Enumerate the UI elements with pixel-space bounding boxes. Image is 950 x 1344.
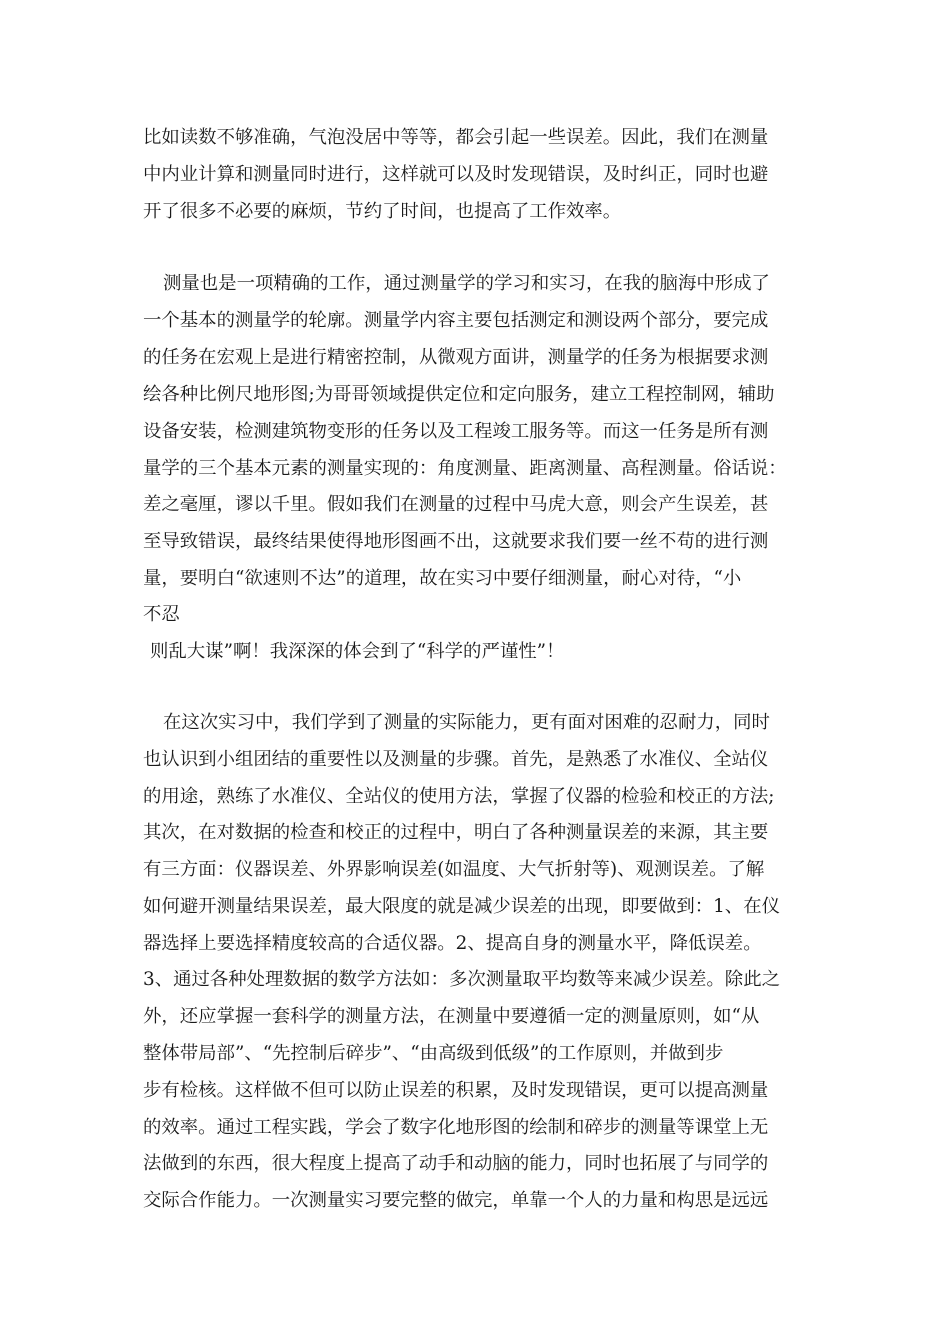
text-line: 在这次实习中，我们学到了测量的实际能力，更有面对困难的忍耐力，同时: [163, 712, 770, 733]
text-line: 也认识到小组团结的重要性以及测量的步骤。首先，是熟悉了水准仪、全站仪: [143, 749, 769, 770]
text-line: 则乱大谋”啊！我深深的体会到了“科学的严谨性”！: [150, 641, 565, 662]
text-line: 如何避开测量结果误差，最大限度的就是减少误差的出现，即要做到：1、在仪: [143, 896, 780, 917]
text-line: 其次，在对数据的检查和校正的过程中，明白了各种测量误差的来源，其主要: [143, 822, 769, 843]
text-line: 测量也是一项精确的工作，通过测量学的学习和实习，在我的脑海中形成了: [163, 273, 770, 294]
text-line: 的效率。通过工程实践，学会了数字化地形图的绘制和碎步的测量等课堂上无: [143, 1117, 769, 1138]
text-line: 中内业计算和测量同时进行，这样就可以及时发现错误，及时纠正，同时也避: [143, 164, 769, 185]
text-line: 整体带局部”、“先控制后碎步”、“由高级到低级”的工作原则，并做到步: [143, 1043, 724, 1064]
text-line: 的用途，熟练了水准仪、全站仪的使用方法，掌握了仪器的检验和校正的方法;: [143, 786, 775, 807]
text-line: 一个基本的测量学的轮廓。测量学内容主要包括测定和测设两个部分，要完成: [143, 310, 769, 331]
text-line: 不忍: [143, 604, 180, 625]
text-line: 有三方面：仪器误差、外界影响误差(如温度、大气折射等)、观测误差。了解: [143, 859, 765, 880]
text-line: 量，要明白“欲速则不达”的道理，故在实习中要仔细测量，耐心对待，“小: [143, 568, 742, 589]
text-line: 至导致错误，最终结果使得地形图画不出，这就要求我们要一丝不苟的进行测: [143, 531, 769, 552]
text-line: 量学的三个基本元素的测量实现的：角度测量、距离测量、高程测量。俗话说：: [143, 458, 787, 479]
text-line: 交际合作能力。一次测量实习要完整的做完，单靠一个人的力量和构思是远远: [143, 1190, 769, 1211]
text-line: 开了很多不必要的麻烦，节约了时间，也提高了工作效率。: [143, 201, 622, 222]
text-line: 法做到的东西，很大程度上提高了动手和动脑的能力，同时也拓展了与同学的: [143, 1153, 769, 1174]
text-line: 的任务在宏观上是进行精密控制，从微观方面讲，测量学的任务为根据要求测: [143, 347, 769, 368]
text-line: 外，还应掌握一套科学的测量方法，在测量中要遵循一定的测量原则，如“从: [143, 1006, 760, 1027]
text-line: 3、通过各种处理数据的数学方法如：多次测量取平均数等来减少误差。除此之: [143, 969, 780, 990]
text-line: 设备安装，检测建筑物变形的任务以及工程竣工服务等。而这一任务是所有测: [143, 421, 769, 442]
text-line: 绘各种比例尺地形图;为哥哥领域提供定位和定向服务，建立工程控制网，辅助: [143, 384, 775, 405]
text-line: 比如读数不够准确，气泡没居中等等，都会引起一些误差。因此，我们在测量: [143, 127, 769, 148]
text-line: 步有检核。这样做不但可以防止误差的积累，及时发现错误，更可以提高测量: [143, 1080, 769, 1101]
text-line: 差之毫厘，谬以千里。假如我们在测量的过程中马虎大意，则会产生误差，甚: [143, 494, 769, 515]
text-line: 器选择上要选择精度较高的合适仪器。2、提高自身的测量水平，降低误差。: [143, 933, 762, 954]
